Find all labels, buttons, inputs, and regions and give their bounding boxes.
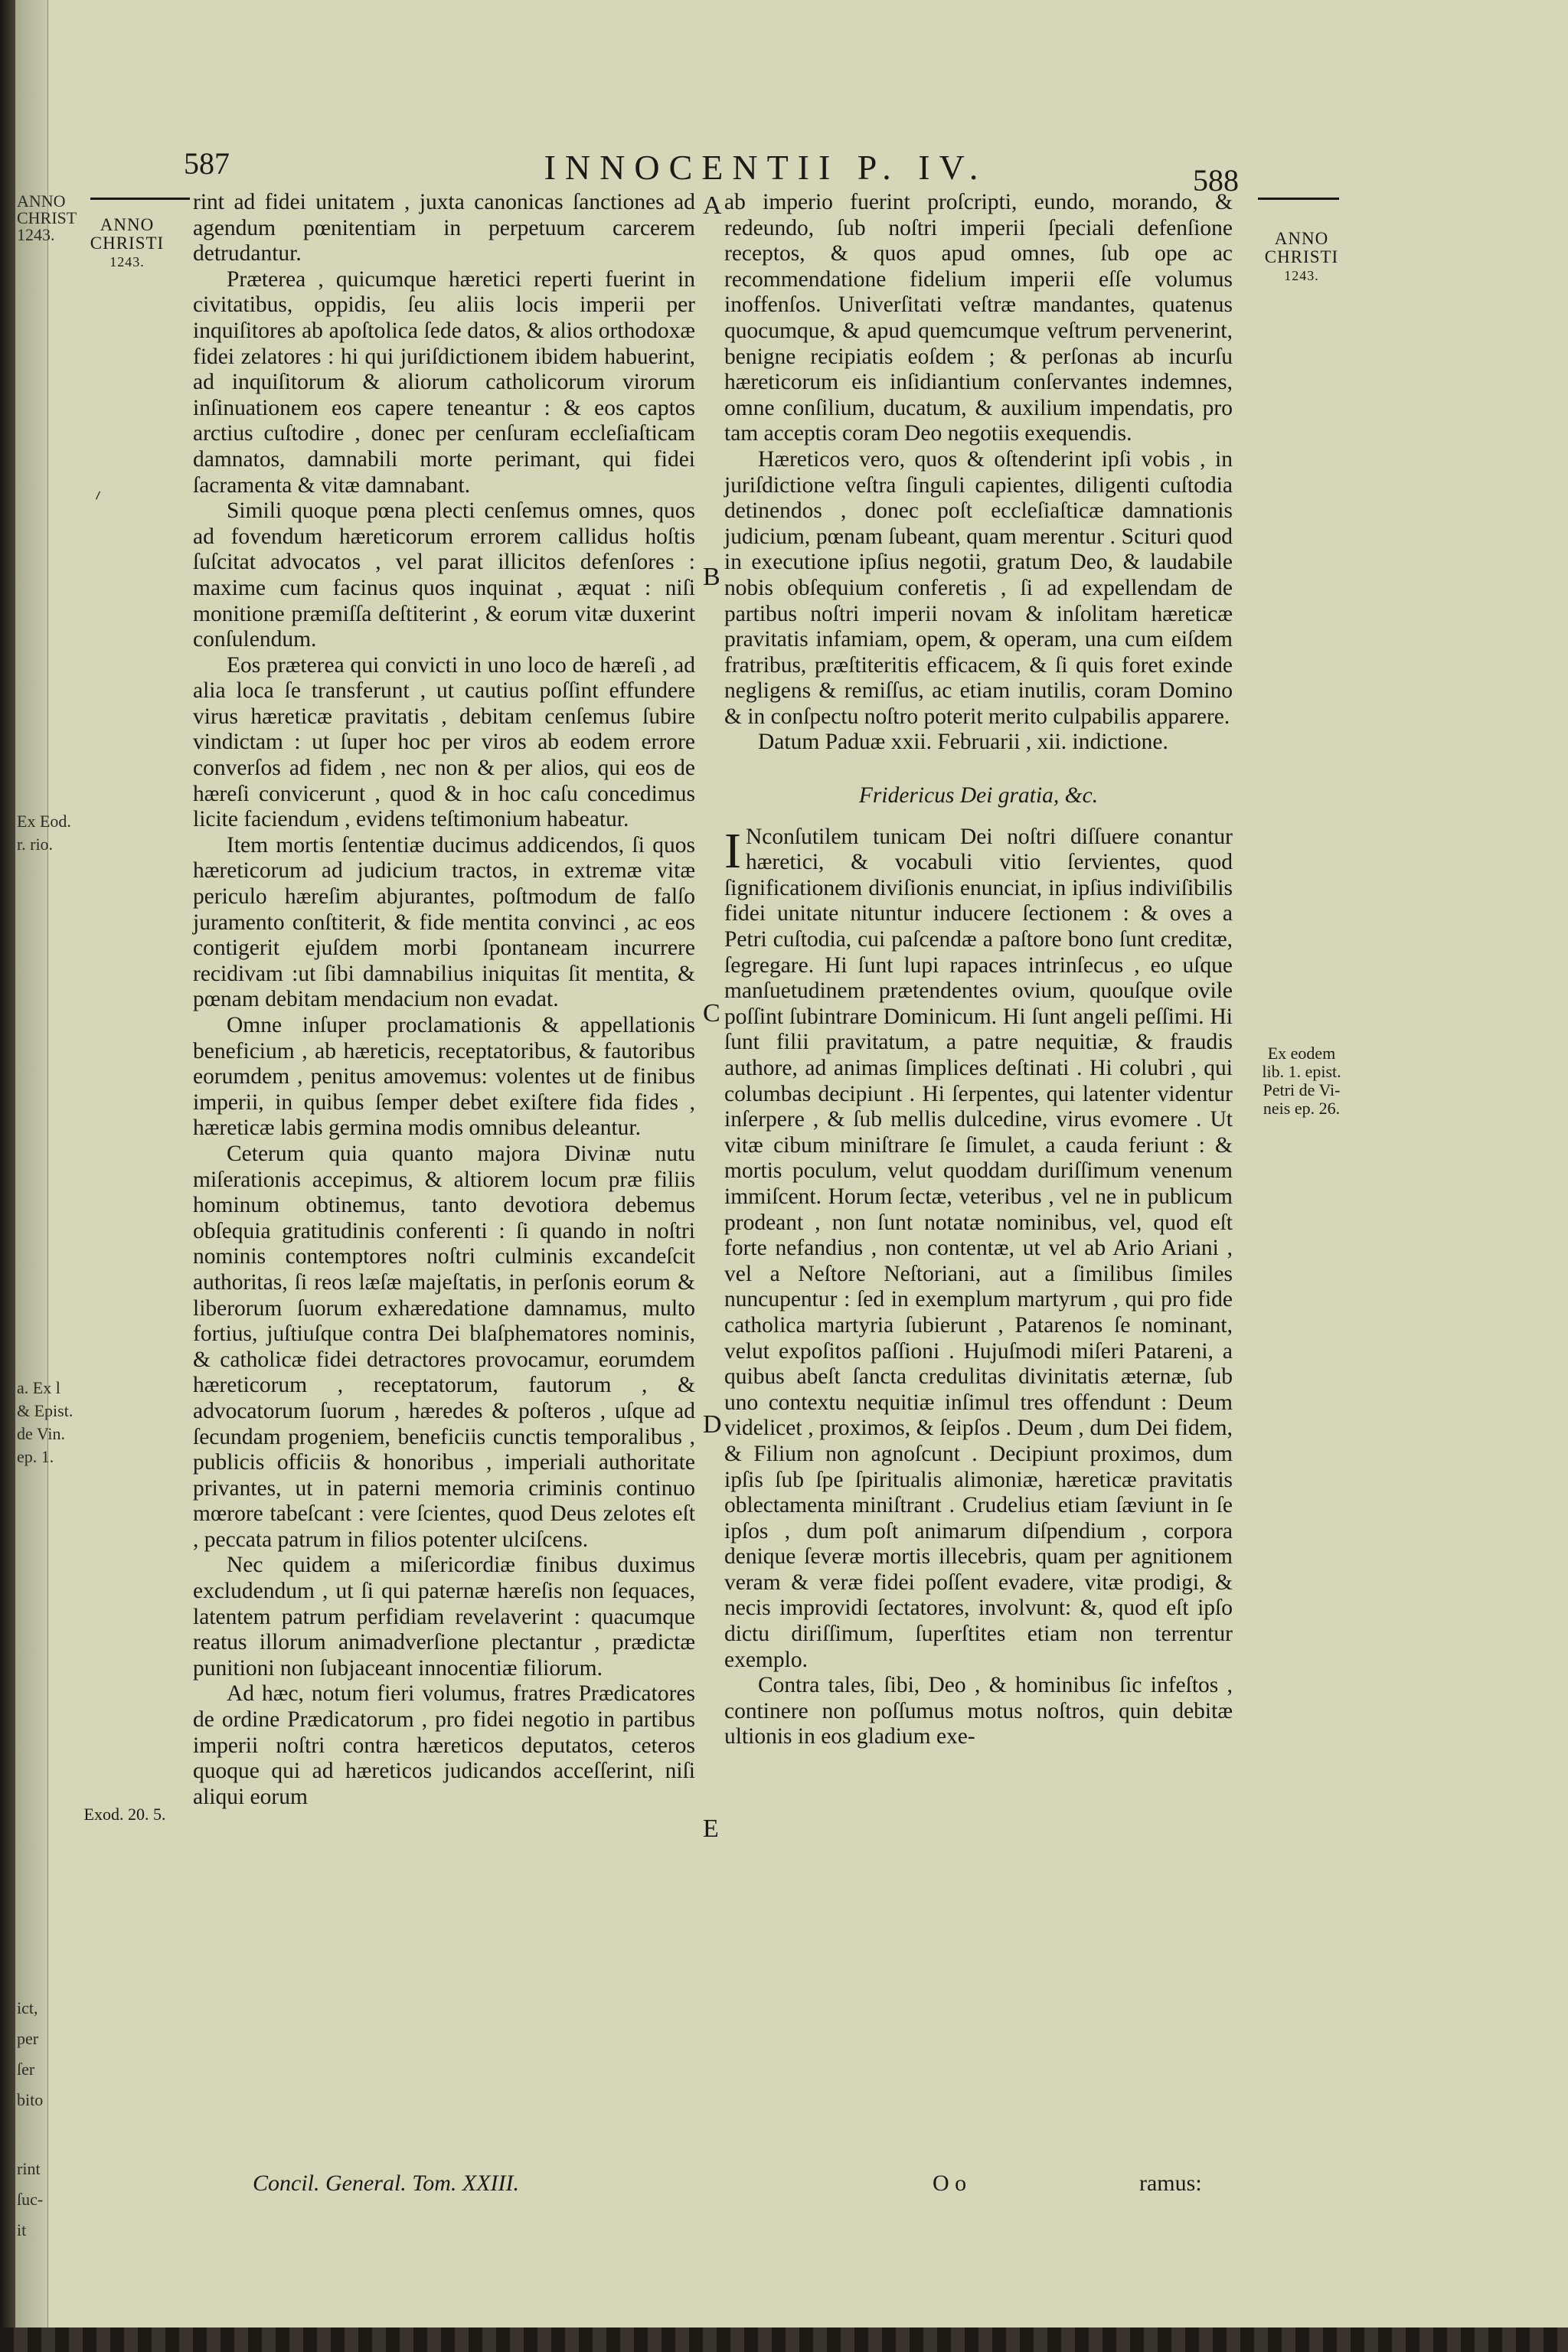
previous-page-edge [15, 0, 77, 2328]
paragraph: Omne inſuper proclamationis & appellationis beneficium , ab hæreticis, receptatoribus, & fautoribus eorumdem , penitus amovemus: volentes ut de finibus imperii, in quibus ſemper debet exiſtere fida fides , hæreticæ labis germina modis omnibus deleantur. [193, 1013, 695, 1141]
paragraph: Ad hæc, notum fieri volumus, fratres Prædicatores de ordine Prædicatorum , pro fidei negotio in partibus imperii noſtri contra hæreticos deputatos, ceteros quoque qui ad hæreticos judicandos acceſſerint, niſi aliqui eorum [193, 1681, 695, 1809]
paragraph: Nec quidem a miſericordiæ finibus duximus excludendum , ut ſi qui paternæ hæreſis non ſequaces, latentem patrum perfidiam revelaverint : quacumque reatus illorum animadverſione plectantur , prædictæ punitioni non ſubjaceant innocentiæ filiorum. [193, 1553, 695, 1681]
prev-fragment: ſuc- [17, 2190, 44, 2209]
prev-fragment: Ex Eod. [17, 812, 71, 831]
year-label: 1243. [1284, 268, 1319, 283]
section-letter: A [703, 191, 722, 220]
prev-fragment: ict, [17, 1998, 38, 2017]
prev-fragment: ſer [17, 2060, 35, 2079]
source-line: Petri de Vi- [1263, 1080, 1341, 1099]
prev-fragment: it [17, 2220, 27, 2239]
section-letter: B [703, 563, 720, 591]
paragraph-text: Nconſutilem tunicam Dei noſtri diſſuere conantur hæretici, & vocabuli vitio ſervientes, quod ſignificationem diviſionis enunciat, in ipſius indiviſibilis fidei unitate nituntur inducere ſectionem : & oves a Petri cuſtodia, cui paſcendæ a paſtore bono ſunt creditæ, ſegregare. Hi ſunt lupi rapaces intrinſecus , eo uſque manſuetudinem prætendentes ovium, quouſque ovile poſſint ſubintrare Dominicum. Hi ſunt angeli peſſimi. Hi ſunt filii pravitatum, a patre nequitiæ, & fraudis authore, ad animas ſimplices deſtinati . Hi colubri , qui columbas decipiunt . Hi ſerpentes, qui latenter videntur inſerpere , & ſub mellis dulcedine, virus evomere . Ut vitæ cibum miniſtrare ſe ſimulet, a cauda feriunt : & mortis poculum, velut quoddam duriſſimum venenum immiſcent. Horum ſectæ, veteribus , vel ne in publicum prodeant , non ſunt notatæ nominibus, vel, quod eſt forte nefandius , non contentæ, ut vel ab Ario Ariani , vel a Neſtore Neſtoriani, aut a ſimilibus ſimiles nuncupentur : ſed in exemplum martyrum , qui pro fide catholica martyria ſubierunt , Patarenos ſe nominant, velut expoſitos paſſioni . Hujuſmodi miſeri Patareni, a quibus abeſt ſancta credulitas divinitatis æternæ, ſub uno contextu nequitiæ inſimul tres offendunt : Deum videlicet , proximos, & ſeipſos . Deum , dum Dei fidem, & Filium non agnoſcunt . Decipiunt proximos, dum ipſis ſub ſpe ſpiritualis alimoniæ, hæreticæ pravitatis oblectamenta miniſtrant . Crudelius etiam ſæviunt in ſe ipſos , dum poſt animarum diſpendium , corpora denique ſeveræ mortis illecebris, quam per agnitionem veram & veræ fidei poſſent evadere, vitæ prodigi, & necis improvidi ſectatores, involvunt: &, quod eſt ipſo dictu diriſſimum, ſuperſtites etiam non terrentur exemplo. [724, 824, 1233, 1672]
volume-signature: Concil. General. Tom. XXIII. [253, 2171, 520, 2196]
margin-note-exod: Exod. 20. 5. [83, 1805, 166, 1824]
margin-year-right [1256, 230, 1348, 285]
paragraph: Simili quoque pœna plecti cenſemus omnes, quos ad fovendum hæreticorum errorem callidus hoſtis ſuſcitat advocatos , vel parat illicitos defenſores : maxime cum facinus quos inquinat , æquat : niſi monitione præmiſſa deſtiterint , & eorum vitæ duxerint conſulendum. [193, 498, 695, 652]
paragraph: Eos præterea qui convicti in uno loco de hæreſi , ad alia loca ſe transferunt , ut cautius poſſint effundere virus hæreticæ pravitatis , debitam cenſemus ſubire vindictam : ut ſuper hoc per viros ab eodem errore converſos ad fidem , nec non & per alios, qui eos de hæreſi convicerunt , quod & in hoc caſu concedimus licite faciendum , evidens teſtimonium habeatur. [193, 652, 695, 832]
prev-fragment: 1243. [17, 225, 55, 244]
prev-fragment: per [17, 2029, 39, 2048]
sheet-signature: O o [933, 2171, 967, 2196]
prev-fragment: bito [17, 2090, 44, 2109]
section-letter: C [703, 999, 720, 1027]
section-letter: D [703, 1410, 722, 1439]
page-number-right: 588 [1193, 163, 1239, 198]
prev-fragment: ep. 1. [17, 1447, 54, 1466]
paragraph [724, 822, 1233, 1674]
text-column-right [724, 190, 1233, 1750]
paragraph: Ceterum quia quanto majora Divinæ nutu miſerationis accepimus, & altiorem locum præ filiis hominum obtinemus, tanto devotiora debemus obſequia gratitudinis conferenti : ſi quando in noſtri nominis contemptores noſtri culminis excandeſcit authoritas, ſi reos læſæ majeſtatis, in perſonis eorum & liberorum ſuorum exhæredatione damnamus, multo fortius, juſtiuſque contra Dei blaſphematores nominis, & catholicæ fidei detractores provocamur, eorumdem hæreticorum , receptatorum, fautorum , & advocatorum ſuorum , hæredes & poſteros , uſque ad ſecundam progeniem, beneficiis cunctis temporalibus , publicis officiis & honoribus , imperiali authoritate privantes, ut in paterni memoria criminis continuo mœrore tabeſcant : vere ſcientes, quod Deus zelotes eſt , peccata patrum in filios potenter ulciſcens. [193, 1141, 695, 1552]
catchword: ramus: [1139, 2171, 1202, 2196]
dating-clause: Datum Paduæ xxii. Februarii , xii. indictione. [758, 730, 1168, 755]
section-heading: Fridericus Dei gratia, &c. [858, 783, 1099, 808]
running-title: INNOCENTII P. IV. [544, 148, 988, 187]
paragraph: Contra tales, ſibi, Deo , & hominibus ſic infeſtos , continere non poſſumus motus noſtros, quin debitæ ultionis in eos gladium exe- [724, 1673, 1233, 1749]
prev-fragment: a. Ex l [17, 1378, 60, 1397]
christi-label: CHRISTI [90, 234, 165, 253]
source-line: lib. 1. epist. [1262, 1062, 1341, 1081]
drop-cap: I [724, 822, 741, 879]
margin-source-note [1248, 1044, 1355, 1118]
paragraph: ab imperio fuerint proſcripti, eundo, morando, & redeundo, ſub noſtri imperii ſpeciali defenſione receptos, & quos apud omnes, ſub ope ac recommendatione fidelium imperii eſſe volumus inoffenſos. Univerſitati veſtræ mandantes, quatenus quocumque, & apud quemcumque veſtrum pervenerint, benigne recipiatis eoſdem ; & perſonas ab incurſu hæreticorum eis inſidiantium conſervantes indemnes, omne conſilium, ducatum, & auxilium impendatis, pro tam acceptis coram Deo negotiis exequendis. [724, 190, 1233, 446]
paragraph: Item mortis ſententiæ ducimus addicendos, ſi quos hæreticorum ad judicium tractos, in extremæ vitæ periculo hæreſim abjurantes, poſtmodum de falſo juramento conſtiterit, & fide mentita convinci , ac eos contigerit ejuſdem morbi ſpontaneam incurrere recidivam :ut ſibi damnabilius iniquitas ſit mentita, & pœnam debitam mendacium non evadat. [193, 832, 695, 1012]
paragraph: Hæreticos vero, quos & oſtenderint ipſi vobis , in juriſdictione veſtra ſinguli capientes, diligenti cuſtodia detinendos , donec poſt eccleſiaſticæ damnationis judicium, pœnam ſubeant, quam merentur . Scituri quod in executione ipſius negotii, gratum Deo, & laudabile nobis obſequium conferetis , ſi ad expellendam de partibus noſtri imperii novam & inſolitam hæreticæ pravitatis infamiam, opem, & operam, una cum eiſdem fratribus, præſtiteritis efficacem, & ſi quis foret exinde negligens & remiſſus, ac etiam inutilis, coram Domino & in conſpectu noſtro poterit merito culpabilis apparere. [724, 446, 1233, 729]
prev-fragment: CHRIST [17, 208, 77, 227]
source-line: Ex eodem [1267, 1044, 1336, 1063]
page-bottom-edge [0, 2328, 1568, 2352]
source-line: neis ep. 26. [1263, 1099, 1341, 1118]
section-letter: E [703, 1815, 719, 1843]
anno-label: ANNO [100, 215, 155, 234]
paragraph: rint ad fidei unitatem , juxta canonicas ſanctiones ad agendum pœnitentiam in perpetuum carcerem detrudantur. [193, 190, 695, 266]
margin-mark: ⸝ [89, 481, 105, 504]
prev-fragment: & Epist. [17, 1401, 74, 1420]
margin-year-left [89, 216, 165, 271]
book-spine [0, 0, 15, 2352]
paragraph: Præterea , quicumque hæretici reperti fuerint in civitatibus, oppidis, ſeu aliis locis imperii per inquiſitores ab apoſtolica ſede datos, & alios orthodoxæ fidei zelatores : hi qui juriſdictionem ibidem habuerint, ad inquiſitorum & aliorum catholicorum virorum inſinuationem eos capere teneantur : & eos captos arctius cuſtodire , donec per cenſuram eccleſiaſticam damnatos, damnabili morte perimant, qui fidei ſacramenta & vitæ damnabant. [193, 266, 695, 498]
prev-fragment: rint [17, 2159, 41, 2178]
prev-fragment: ANNO [17, 191, 66, 211]
prev-fragment: r. rio. [17, 835, 54, 854]
year-label: 1243. [109, 254, 145, 270]
text-column-left [193, 190, 695, 1810]
anno-label: ANNO [1274, 229, 1329, 248]
prev-fragment: de Vin. [17, 1424, 66, 1443]
book-page [15, 0, 1568, 2328]
header-rule-left [90, 198, 190, 200]
header-rule-right [1258, 198, 1339, 200]
page-number-left: 587 [184, 146, 230, 181]
christi-label: CHRISTI [1264, 247, 1339, 266]
